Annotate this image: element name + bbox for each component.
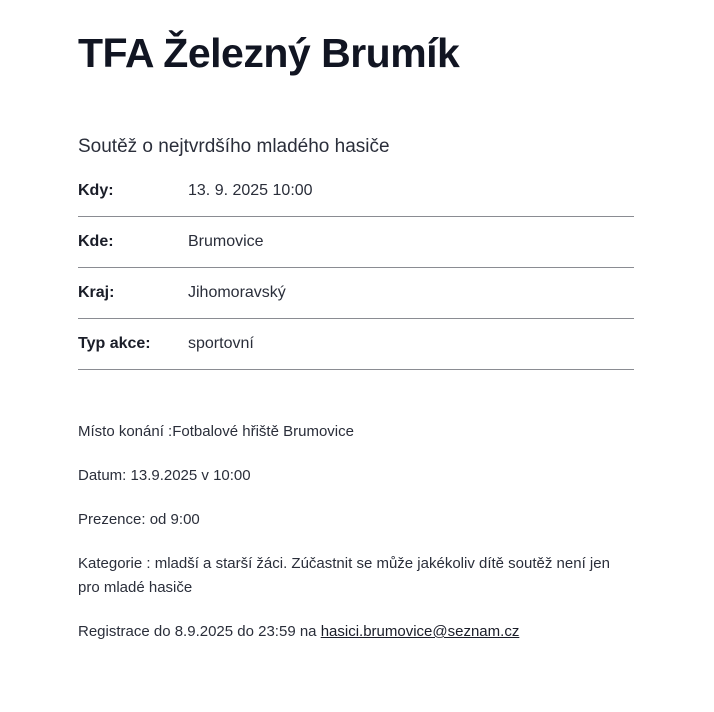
- registration-email-link[interactable]: hasici.brumovice@seznam.cz: [320, 623, 520, 640]
- detail-value: 13. 9. 2025 10:00: [188, 182, 313, 199]
- category-text: Kategorie : mladší a starší žáci. Zúčastnit se může jakékoliv dítě soutěž není jen pro mladé hasiče: [78, 555, 610, 596]
- detail-row-where: [78, 217, 634, 268]
- event-description: [78, 420, 634, 664]
- detail-label: Kraj:: [78, 284, 115, 301]
- detail-value: sportovní: [188, 335, 254, 352]
- detail-value: Brumovice: [188, 233, 264, 250]
- presence-text: Prezence: od 9:00: [78, 511, 200, 528]
- detail-row-event-type: [78, 319, 634, 370]
- event-subtitle: Soutěž o nejtvrdšího mladého hasiče: [78, 136, 390, 157]
- detail-label: Kde:: [78, 233, 114, 250]
- registration-prefix: Registrace do 8.9.2025 do 23:59 na: [78, 623, 321, 640]
- detail-row-region: [78, 268, 634, 319]
- registration-text: [78, 620, 634, 644]
- event-details-table: [78, 166, 634, 370]
- venue-text: Místo konání :Fotbalové hřiště Brumovice: [78, 423, 354, 440]
- date-text: Datum: 13.9.2025 v 10:00: [78, 467, 251, 484]
- detail-row-when: [78, 166, 634, 217]
- detail-label: Kdy:: [78, 182, 114, 199]
- detail-label: Typ akce:: [78, 335, 151, 352]
- event-title: TFA Železný Brumík: [78, 30, 460, 76]
- detail-value: Jihomoravský: [188, 284, 286, 301]
